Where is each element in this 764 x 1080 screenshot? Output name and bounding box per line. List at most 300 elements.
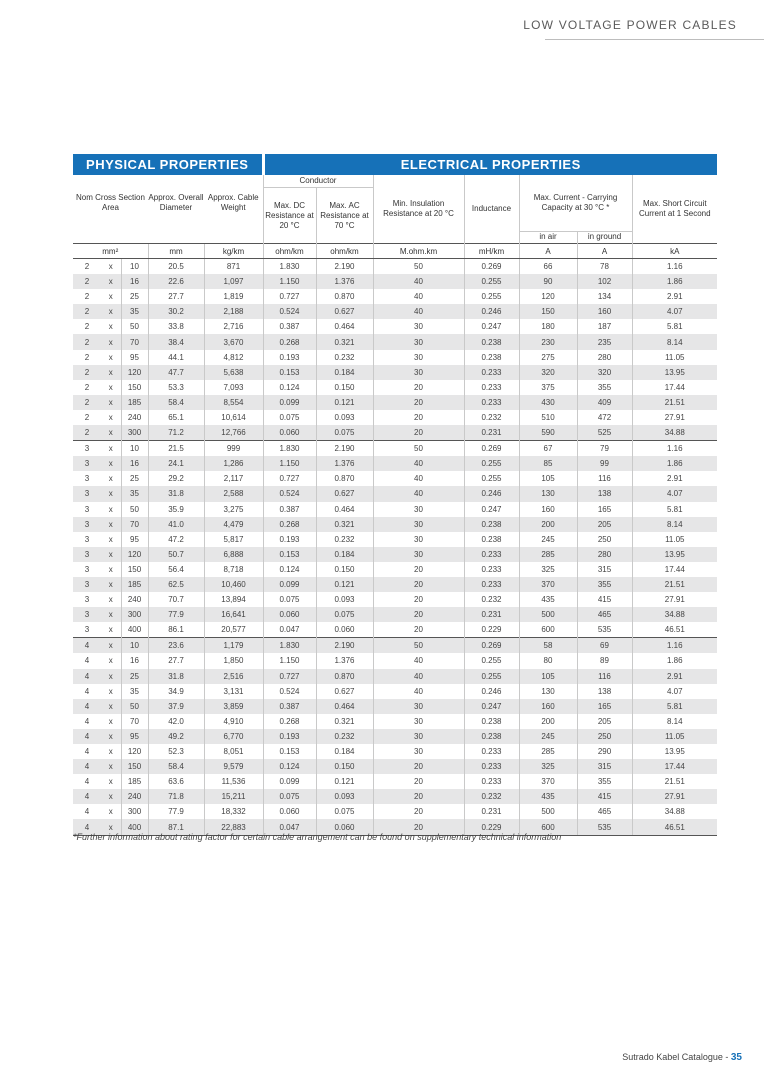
inductance-cell: 0.255	[464, 653, 519, 668]
current-in-air-cell: 120	[519, 289, 577, 304]
min-insulation-cell: 40	[373, 669, 464, 684]
header-rule	[545, 39, 764, 40]
min-insulation-cell: 20	[373, 380, 464, 395]
times-sign-cell: x	[101, 334, 121, 349]
max-ac-resistance-cell: 0.075	[316, 607, 373, 622]
times-sign-cell: x	[108, 412, 113, 422]
short-circuit-current-cell: 27.91	[632, 410, 717, 425]
cross-section-cell: 70	[121, 714, 148, 729]
overall-diameter-cell: 24.1	[148, 456, 204, 471]
current-in-air-cell: 230	[519, 334, 577, 349]
cores-cell: 3	[73, 486, 101, 501]
short-circuit-current-cell: 1.16	[632, 441, 717, 457]
short-circuit-current-cell: 27.91	[632, 789, 717, 804]
inductance-cell: 0.232	[464, 789, 519, 804]
cable-weight-cell: 6,770	[204, 729, 263, 744]
short-circuit-current-cell: 1.86	[632, 456, 717, 471]
cross-section-cell: 50	[121, 502, 148, 517]
cable-weight-cell: 22,883	[204, 819, 263, 835]
current-in-air-cell: 325	[519, 562, 577, 577]
cores-cell: 4	[84, 716, 90, 726]
table-row	[73, 684, 717, 699]
table-row	[73, 410, 717, 425]
max-dc-resistance-cell: 0.099	[263, 577, 316, 592]
unit-cell: A	[519, 244, 577, 259]
times-sign-cell: x	[108, 716, 113, 726]
cores-cell: 3	[73, 456, 101, 471]
nom-cross-header: Nom Cross Section Area	[76, 193, 145, 212]
overall-diameter-cell: 71.8	[148, 789, 204, 804]
cable-weight-cell: 3,131	[204, 684, 263, 699]
max-dc-resistance-cell: 0.047	[263, 819, 316, 835]
min-insulation-cell: 20	[373, 622, 464, 638]
short-circuit-current-cell: 13.95	[632, 365, 717, 380]
min-insulation-cell: 20	[373, 759, 464, 774]
current-in-air-cell: 58	[519, 638, 577, 654]
current-in-air-cell: 66	[519, 259, 577, 275]
cross-section-cell: 240	[121, 410, 148, 425]
times-sign-cell: x	[108, 747, 113, 757]
max-ac-resistance-cell: 0.093	[316, 592, 373, 607]
cores-cell: 4	[84, 656, 90, 666]
physical-properties-heading: PHYSICAL PROPERTIES	[73, 154, 263, 175]
times-sign-cell: x	[101, 365, 121, 380]
cores-cell: 2	[84, 412, 90, 422]
cross-section-cell: 95	[121, 729, 148, 744]
inductance-header: Inductance	[464, 175, 519, 244]
max-dc-resistance-cell: 0.727	[263, 669, 316, 684]
overall-diameter-cell: 52.3	[148, 744, 204, 759]
times-sign-cell: x	[108, 564, 113, 574]
times-sign-cell: x	[108, 292, 113, 302]
max-dc-resistance-cell: 1.150	[263, 653, 316, 668]
current-in-air-cell: 200	[519, 714, 577, 729]
cross-section-cell: 400	[121, 819, 148, 835]
cores-cell: 4	[73, 789, 101, 804]
max-ac-resistance-cell: 0.184	[316, 365, 373, 380]
times-sign-cell: x	[101, 669, 121, 684]
max-dc-resistance-cell: 1.830	[263, 441, 316, 457]
current-in-ground-cell: 160	[577, 304, 632, 319]
cable-weight-cell: 2,516	[204, 669, 263, 684]
overall-diameter-cell: 33.8	[148, 319, 204, 334]
overall-diameter-cell: 71.2	[148, 425, 204, 441]
overall-diameter-cell: 50.7	[148, 547, 204, 562]
current-in-ground-cell: 134	[577, 289, 632, 304]
cross-section-cell: 150	[121, 759, 148, 774]
cores-cell: 4	[73, 819, 101, 835]
min-insulation-cell: 40	[373, 274, 464, 289]
cable-weight-cell: 13,894	[204, 592, 263, 607]
min-insulation-cell: 20	[373, 577, 464, 592]
table-row	[73, 334, 717, 349]
cable-weight-cell: 999	[204, 441, 263, 457]
short-circuit-current-cell: 27.91	[632, 592, 717, 607]
table-row	[73, 638, 717, 654]
max-ac-resistance-cell: 0.464	[316, 699, 373, 714]
cores-cell: 4	[84, 747, 90, 757]
cable-weight-cell: 10,460	[204, 577, 263, 592]
current-in-air-cell: 200	[519, 517, 577, 532]
min-insulation-cell: 40	[373, 304, 464, 319]
short-circuit-current-cell: 8.14	[632, 714, 717, 729]
overall-diameter-cell: 62.5	[148, 577, 204, 592]
times-sign-cell: x	[101, 456, 121, 471]
cores-cell: 4	[73, 759, 101, 774]
table-row	[73, 789, 717, 804]
table-row	[73, 350, 717, 365]
max-dc-resistance-cell: 0.268	[263, 334, 316, 349]
min-insulation-cell: 30	[373, 744, 464, 759]
short-circuit-current-cell: 34.88	[632, 804, 717, 819]
current-in-air-cell: 80	[519, 653, 577, 668]
table-body	[73, 259, 717, 836]
min-insulation-cell: 40	[373, 456, 464, 471]
current-in-ground-cell: 290	[577, 744, 632, 759]
min-insulation-cell: 20	[373, 425, 464, 441]
short-circuit-current-cell: 21.51	[632, 774, 717, 789]
max-dc-resistance-cell: 0.153	[263, 744, 316, 759]
max-dc-resistance-cell: 0.193	[263, 350, 316, 365]
current-in-air-cell: 105	[519, 669, 577, 684]
table-row	[73, 607, 717, 622]
current-in-ground-cell: 187	[577, 319, 632, 334]
times-sign-cell: x	[108, 504, 113, 514]
cable-weight-cell: 3,859	[204, 699, 263, 714]
times-sign-cell: x	[101, 759, 121, 774]
unit-cell: A	[577, 244, 632, 259]
min-insulation-cell: 20	[373, 592, 464, 607]
current-in-ground-cell: 116	[577, 471, 632, 486]
overall-diameter-cell: 38.4	[148, 334, 204, 349]
min-insulation-cell: 20	[373, 804, 464, 819]
overall-diameter-cell: 65.1	[148, 410, 204, 425]
table-row	[73, 622, 717, 638]
inductance-cell: 0.233	[464, 759, 519, 774]
table-row	[73, 502, 717, 517]
inductance-cell: 0.246	[464, 304, 519, 319]
cores-cell: 2	[84, 292, 90, 302]
short-circuit-current-cell: 1.86	[632, 653, 717, 668]
current-in-ground-cell: 315	[577, 562, 632, 577]
max-dc-resistance-cell: 0.387	[263, 699, 316, 714]
max-dc-resistance-cell: 1.830	[263, 259, 316, 275]
inductance-cell: 0.238	[464, 532, 519, 547]
table-row	[73, 577, 717, 592]
current-in-ground-cell: 99	[577, 456, 632, 471]
overall-diameter-cell: 49.2	[148, 729, 204, 744]
current-in-ground-cell: 235	[577, 334, 632, 349]
inductance-cell: 0.233	[464, 562, 519, 577]
cross-section-cell: 185	[121, 395, 148, 410]
cross-section-cell: 185	[121, 577, 148, 592]
times-sign-cell: x	[101, 517, 121, 532]
cross-section-cell: 95	[121, 532, 148, 547]
overall-diameter-cell: 63.6	[148, 774, 204, 789]
table-row	[73, 289, 717, 304]
overall-diameter-cell: 29.2	[148, 471, 204, 486]
times-sign-cell: x	[101, 304, 121, 319]
times-sign-cell: x	[108, 686, 113, 696]
table-row	[73, 592, 717, 607]
cross-section-cell: 35	[121, 684, 148, 699]
current-in-ground-cell: 415	[577, 789, 632, 804]
overall-diameter-cell: 87.1	[148, 819, 204, 835]
times-sign-cell: x	[101, 729, 121, 744]
cores-cell: 3	[73, 577, 101, 592]
max-dc-resistance-cell: 0.524	[263, 684, 316, 699]
unit-cell: mH/km	[464, 244, 519, 259]
max-ac-resistance-cell: 0.121	[316, 774, 373, 789]
overall-diameter-cell: 31.8	[148, 486, 204, 501]
min-insulation-cell: 50	[373, 638, 464, 654]
cores-cell: 3	[84, 564, 90, 574]
max-ac-resistance-cell: 0.627	[316, 304, 373, 319]
overall-diameter-cell: 53.3	[148, 380, 204, 395]
max-ac-resistance-cell: 0.464	[316, 319, 373, 334]
table-row	[73, 653, 717, 668]
current-in-air-cell: 325	[519, 759, 577, 774]
max-dc-resistance-cell: 0.153	[263, 547, 316, 562]
current-in-ground-cell: 250	[577, 729, 632, 744]
overall-diameter-cell: 47.7	[148, 365, 204, 380]
table-row	[73, 547, 717, 562]
cores-cell: 4	[84, 777, 90, 787]
min-insulation-cell: 40	[373, 471, 464, 486]
cross-section-cell: 300	[121, 607, 148, 622]
inductance-cell: 0.238	[464, 714, 519, 729]
current-in-ground-cell: 535	[577, 622, 632, 638]
max-dc-resistance-cell: 0.060	[263, 607, 316, 622]
max-ac-resistance-cell: 1.376	[316, 653, 373, 668]
current-in-ground-cell: 525	[577, 425, 632, 441]
unit-cell: mm	[148, 244, 204, 259]
inductance-cell: 0.238	[464, 334, 519, 349]
cable-weight-cell: 4,812	[204, 350, 263, 365]
short-circuit-current-cell: 1.16	[632, 638, 717, 654]
min-insulation-cell: 20	[373, 774, 464, 789]
cable-weight-header: Approx. Cable Weight	[207, 193, 259, 212]
max-dc-resistance-cell: 0.075	[263, 592, 316, 607]
cable-weight-cell: 10,614	[204, 410, 263, 425]
unit-cell: ohm/km	[316, 244, 373, 259]
cores-cell: 2	[84, 352, 90, 362]
current-in-ground-cell: 280	[577, 547, 632, 562]
inductance-cell: 0.247	[464, 699, 519, 714]
overall-diameter-cell: 77.9	[148, 804, 204, 819]
current-in-ground-cell: 355	[577, 577, 632, 592]
times-sign-cell: x	[108, 595, 113, 605]
max-dc-resistance-cell: 0.047	[263, 622, 316, 638]
max-dc-resistance-cell: 0.075	[263, 789, 316, 804]
max-ac-resistance-cell: 1.376	[316, 456, 373, 471]
overall-diameter-cell: 23.6	[148, 638, 204, 654]
max-dc-resistance-cell: 0.124	[263, 380, 316, 395]
cross-section-cell: 300	[121, 425, 148, 441]
inductance-cell: 0.229	[464, 622, 519, 638]
cores-cell: 2	[84, 322, 90, 332]
max-ac-resistance-cell: 0.121	[316, 395, 373, 410]
cable-weight-cell: 5,638	[204, 365, 263, 380]
unit-cell: kg/km	[204, 244, 263, 259]
max-dc-resistance-cell: 0.124	[263, 759, 316, 774]
overall-diameter-cell: 86.1	[148, 622, 204, 638]
max-ac-resistance-cell: 0.184	[316, 744, 373, 759]
current-in-air-cell: 285	[519, 744, 577, 759]
inductance-cell: 0.246	[464, 684, 519, 699]
current-in-ground-cell: 78	[577, 259, 632, 275]
cores-cell: 3	[84, 474, 90, 484]
max-dc-resistance-cell: 0.193	[263, 729, 316, 744]
inductance-cell: 0.231	[464, 607, 519, 622]
inductance-cell: 0.231	[464, 425, 519, 441]
current-in-ground-cell: 355	[577, 380, 632, 395]
overall-diameter-cell: 58.4	[148, 395, 204, 410]
cross-section-cell: 95	[121, 350, 148, 365]
table-row	[73, 669, 717, 684]
cross-section-cell: 10	[121, 441, 148, 457]
cores-cell: 4	[73, 729, 101, 744]
short-circuit-current-cell: 5.81	[632, 502, 717, 517]
max-dc-resistance-cell: 1.150	[263, 456, 316, 471]
unit-cell: M.ohm.km	[373, 244, 464, 259]
inductance-cell: 0.233	[464, 744, 519, 759]
cross-section-cell: 240	[121, 789, 148, 804]
cable-weight-cell: 7,093	[204, 380, 263, 395]
inductance-cell: 0.233	[464, 577, 519, 592]
cores-cell: 3	[84, 625, 90, 635]
current-in-air-cell: 370	[519, 577, 577, 592]
current-in-air-cell: 370	[519, 774, 577, 789]
cross-section-cell: 400	[121, 622, 148, 638]
times-sign-cell: x	[108, 625, 113, 635]
overall-diameter-cell: 47.2	[148, 532, 204, 547]
current-in-ground-cell: 250	[577, 532, 632, 547]
cores-cell: 2	[73, 395, 101, 410]
times-sign-cell: x	[101, 638, 121, 654]
current-in-ground-cell: 409	[577, 395, 632, 410]
page-number: 35	[730, 1052, 742, 1063]
inductance-cell: 0.269	[464, 638, 519, 654]
current-in-air-cell: 600	[519, 622, 577, 638]
times-sign-cell: x	[101, 441, 121, 457]
short-circuit-current-cell: 13.95	[632, 547, 717, 562]
max-ac-resistance-cell: 0.321	[316, 517, 373, 532]
current-in-air-cell: 275	[519, 350, 577, 365]
inductance-cell: 0.247	[464, 319, 519, 334]
current-in-ground-cell: 465	[577, 607, 632, 622]
max-dc-resistance-cell: 0.727	[263, 289, 316, 304]
cross-section-cell: 185	[121, 774, 148, 789]
current-in-ground-cell: 205	[577, 517, 632, 532]
max-dc-resistance-cell: 0.268	[263, 714, 316, 729]
unit-cell: kA	[632, 244, 717, 259]
cable-weight-cell: 8,718	[204, 562, 263, 577]
current-in-ground-cell: 165	[577, 502, 632, 517]
cross-section-cell: 300	[121, 804, 148, 819]
short-circuit-current-cell: 46.51	[632, 819, 717, 835]
current-in-ground-cell: 138	[577, 684, 632, 699]
cores-cell: 3	[84, 595, 90, 605]
inductance-cell: 0.232	[464, 410, 519, 425]
inductance-cell: 0.238	[464, 517, 519, 532]
min-insulation-cell: 40	[373, 684, 464, 699]
in-ground-header: in ground	[577, 231, 632, 244]
max-ac-resistance-cell: 2.190	[316, 441, 373, 457]
conductor-header: Conductor	[263, 175, 373, 188]
current-in-ground-cell: 102	[577, 274, 632, 289]
times-sign-cell: x	[101, 819, 121, 835]
table-row	[73, 759, 717, 774]
max-ac-resistance-cell: 0.627	[316, 684, 373, 699]
max-ac-resistance-cell: 0.184	[316, 547, 373, 562]
times-sign-cell: x	[108, 656, 113, 666]
max-ac-resistance-cell: 0.321	[316, 714, 373, 729]
table-row	[73, 441, 717, 457]
current-in-ground-cell: 355	[577, 774, 632, 789]
max-ac-resistance-cell: 0.075	[316, 804, 373, 819]
cable-weight-cell: 1,850	[204, 653, 263, 668]
current-in-air-cell: 500	[519, 607, 577, 622]
cross-section-cell: 50	[121, 319, 148, 334]
cable-weight-cell: 3,670	[204, 334, 263, 349]
max-dc-resistance-cell: 0.153	[263, 365, 316, 380]
cores-cell: 4	[73, 669, 101, 684]
short-circuit-current-cell: 17.44	[632, 562, 717, 577]
times-sign-cell: x	[101, 789, 121, 804]
min-insulation-cell: 20	[373, 789, 464, 804]
max-ac-resistance-cell: 2.190	[316, 259, 373, 275]
overall-diameter-cell: 41.0	[148, 517, 204, 532]
current-in-air-cell: 245	[519, 532, 577, 547]
overall-diameter-cell: 42.0	[148, 714, 204, 729]
electrical-properties-heading: ELECTRICAL PROPERTIES	[263, 154, 717, 175]
current-in-ground-cell: 138	[577, 486, 632, 501]
unit-cell: mm²	[73, 244, 148, 259]
current-in-air-cell: 510	[519, 410, 577, 425]
min-insulation-cell: 20	[373, 819, 464, 835]
max-ac-resistance-cell: 0.232	[316, 729, 373, 744]
table-row	[73, 319, 717, 334]
short-circuit-current-cell: 34.88	[632, 607, 717, 622]
short-circuit-current-cell: 1.86	[632, 274, 717, 289]
cross-section-cell: 10	[121, 259, 148, 275]
table-row	[73, 699, 717, 714]
overall-diameter-cell: 35.9	[148, 502, 204, 517]
short-circuit-current-cell: 5.81	[632, 319, 717, 334]
cross-section-cell: 10	[121, 638, 148, 654]
max-ac-resistance-cell: 0.075	[316, 425, 373, 441]
short-circuit-current-cell: 2.91	[632, 669, 717, 684]
cross-section-cell: 35	[121, 304, 148, 319]
current-in-ground-cell: 165	[577, 699, 632, 714]
current-in-ground-cell: 69	[577, 638, 632, 654]
inductance-cell: 0.255	[464, 669, 519, 684]
inductance-cell: 0.231	[464, 804, 519, 819]
times-sign-cell: x	[108, 262, 113, 272]
short-circuit-header: Max. Short Circuit Current at 1 Second	[632, 175, 717, 244]
inductance-cell: 0.255	[464, 456, 519, 471]
cable-weight-cell: 15,211	[204, 789, 263, 804]
inductance-cell: 0.233	[464, 774, 519, 789]
overall-diameter-cell: 20.5	[148, 259, 204, 275]
max-ac-resistance-cell: 0.870	[316, 471, 373, 486]
cross-section-cell: 16	[121, 456, 148, 471]
overall-diameter-cell: 56.4	[148, 562, 204, 577]
min-insulation-cell: 40	[373, 289, 464, 304]
page-footer	[622, 1052, 742, 1063]
cores-cell: 4	[84, 807, 90, 817]
